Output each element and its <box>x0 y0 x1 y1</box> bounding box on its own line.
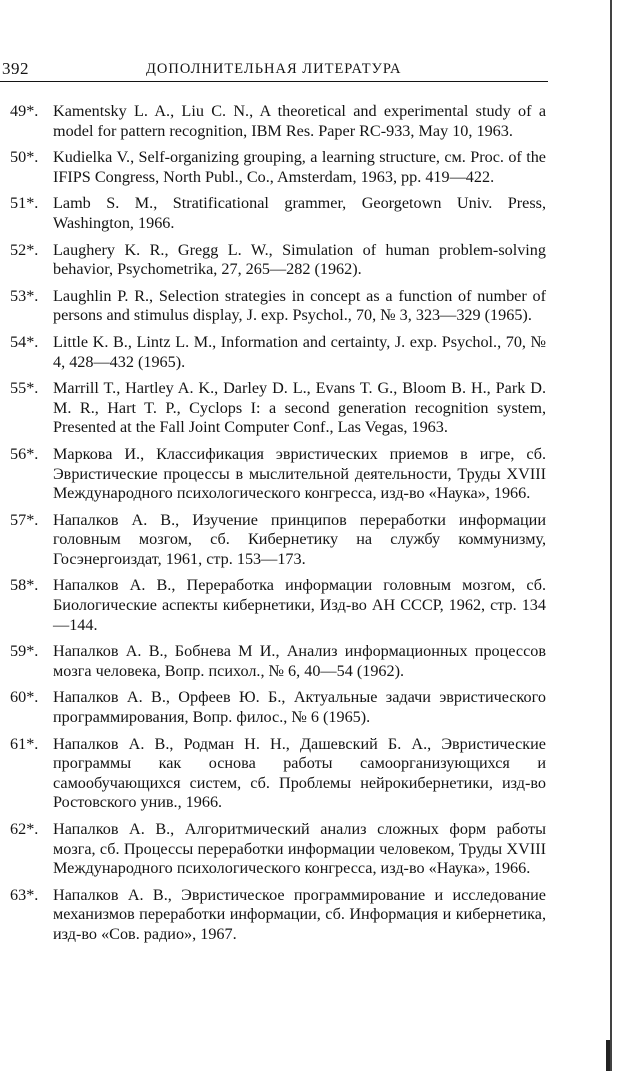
reference-number: 59*. <box>10 642 39 661</box>
reference-number: 53*. <box>10 286 39 305</box>
reference-number: 62*. <box>10 820 39 838</box>
reference-number: 54*. <box>10 332 39 351</box>
reference-text: Напалков А. В., Изучение принципов переработки информации головным мозгом, сб. Кибернетику на службу коммунизму, Госэнергоиздат, 1961, стр. 153—173. <box>53 510 546 568</box>
reference-number: 58*. <box>10 576 39 595</box>
reference-number: 56*. <box>10 444 39 463</box>
reference-item <box>10 820 546 879</box>
reference-text: Напалков А. В., Бобнева М И., Анализ информационных процессов мозга человека, Вопр. психол., № 6, 40—54 (1962). <box>53 642 546 680</box>
reference-item <box>10 445 546 504</box>
reference-item <box>10 576 546 635</box>
page-edge-mark <box>606 1040 610 1071</box>
reference-number: 61*. <box>10 734 39 753</box>
page-number: 392 <box>2 59 29 78</box>
reference-text: Kamentsky L. A., Liu C. N., A theoretical and experimental study of a model for pattern recognition, IBM Res. Paper RC-933, May 10, 1963. <box>53 102 546 140</box>
reference-text: Напалков А. В., Переработка информации головным мозгом, сб. Биологические аспекты кибернетики, Изд-во АН СССР, 1962, стр. 134—144. <box>53 576 546 634</box>
reference-text: Маркова И., Классификация эвристических приемов в игре, сб. Эвристические процессы в мыслительной деятельности, Труды XVIII Международного психологического конгресса, изд-во «Наука», 1966. <box>53 444 546 503</box>
reference-text: Kudielka V., Self-organizing grouping, a learning structure, см. Proc. of the IFIPS Congress, North Publ., Co., Amsterdam, 1963, pp. 419—422. <box>53 148 546 186</box>
reference-text: Напалков А. В., Эвристическое программирование и исследование механизмов переработки информации, сб. Информация и кибернетика, изд-во «Сов. радио», 1967. <box>53 885 546 943</box>
reference-item <box>10 886 546 945</box>
reference-item <box>10 102 546 141</box>
reference-item <box>10 688 546 727</box>
reference-number: 55*. <box>10 379 39 398</box>
reference-item <box>10 241 546 280</box>
reference-number: 57*. <box>10 510 39 529</box>
reference-item <box>10 333 546 372</box>
reference-item <box>10 642 546 681</box>
reference-text: Marrill T., Hartley A. K., Darley D. L., Evans T. G., Bloom B. H., Park D. M. R., Hart T. P., Cyclops I: a second generation recognition system, Presented at the Fall Joint Computer Conf., Las Vegas, 1963. <box>53 379 546 437</box>
running-head: ДОПОЛНИТЕЛЬНАЯ ЛИТЕРАТУРА <box>146 61 402 77</box>
reference-text: Little K. B., Lintz L. M., Information and certainty, J. exp. Psychol., 70, № 4, 428—432 (1965). <box>53 332 546 371</box>
reference-item <box>10 287 546 326</box>
reference-text: Laughery K. R., Gregg L. W., Simulation of human problem-solving behavior, Psychometrika, 27, 265—282 (1962). <box>53 240 546 279</box>
header-rule <box>0 81 548 82</box>
reference-item <box>10 511 546 570</box>
reference-number: 50*. <box>10 148 39 167</box>
reference-text: Напалков А. В., Алгоритмический анализ сложных форм работы мозга, сб. Процессы переработки информации человеком, Труды XVIII Международного психологического конгресса, изд-во «Наука», 1966. <box>53 820 546 878</box>
reference-text: Напалков А. В., Родман Н. Н., Дашевский Б. А., Эвристические программы как основа работы самоорганизующихся и самообучающихся систем, сб. Проблемы нейрокибернетики, изд-во Ростовского унив., 1966. <box>53 734 546 812</box>
reference-item <box>10 148 546 187</box>
page-edge-line <box>610 0 612 1071</box>
reference-list <box>10 102 546 952</box>
reference-number: 63*. <box>10 885 39 904</box>
reference-item <box>10 735 546 813</box>
reference-text: Lamb S. M., Stratificational grammer, Georgetown Univ. Press, Washington, 1966. <box>53 194 546 232</box>
reference-item <box>10 379 546 438</box>
reference-number: 51*. <box>10 194 39 213</box>
reference-text: Laughlin P. R., Selection strategies in concept as a function of number of persons and stimulus display, J. exp. Psychol., 70, № 3, 323—329 (1965). <box>53 286 546 325</box>
reference-text: Напалков А. В., Орфеев Ю. Б., Актуальные задачи эвристического программирования, Вопр. филос., № 6 (1965). <box>53 688 546 727</box>
reference-item <box>10 194 546 233</box>
reference-number: 49*. <box>10 102 39 120</box>
reference-number: 60*. <box>10 688 39 707</box>
reference-number: 52*. <box>10 240 39 259</box>
